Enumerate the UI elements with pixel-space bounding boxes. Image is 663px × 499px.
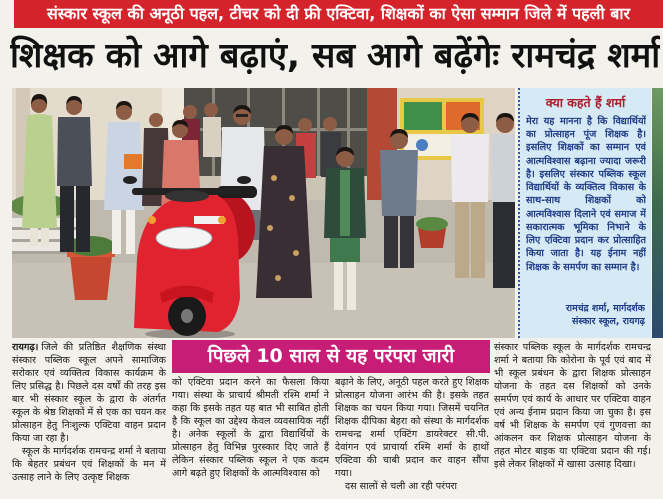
flower-pot bbox=[70, 255, 112, 300]
person-woman-floral-saree bbox=[256, 125, 312, 298]
dateline: रायगढ़। bbox=[12, 342, 39, 353]
person-man-checked-shirt bbox=[491, 113, 515, 288]
article-paragraph: स्कूल के मार्गदर्शक रामचन्द्र शर्मा ने बताया कि बेहतर प्रबंधन एवं शिक्षकों के मन में उत्साह लाने के लिए उत्कृष्ट शिक्षक bbox=[12, 446, 166, 484]
paragraph-text: जिले की प्रतिष्ठित शैक्षणिक संस्था संस्कार पब्लिक स्कूल अपने सामाजिक सरोकार एवं व्यक्तित्व विकास कार्यक्रम के लिए प्रसिद्ध है। पिछले दस वर्षों की तरह इस बार भी संस्कार स्कूल के द्वारा के अंतर्गत स्कूल के श्रेष्ठ शिक्षकों में से एक का चयन कर प्रोत्साहन हेतु निःशुल्क एक्टिवा वाहन प्रदान किया जा रहा है। bbox=[12, 342, 166, 445]
mirror bbox=[123, 176, 137, 184]
top-banner: संस्कार स्कूल की अनूठी पहल, टीचर को दी फ्री एक्टिवा, शिक्षकों का ऐसा सम्मान जिले में पहली बार bbox=[14, 0, 663, 28]
book bbox=[124, 154, 142, 169]
adjacent-article-photo-fragment bbox=[652, 88, 663, 338]
article-column-2 bbox=[172, 376, 329, 498]
headlight bbox=[156, 227, 212, 249]
person-woman-green-kurta bbox=[22, 94, 57, 246]
article-paragraph: दस सालों से चली आ रही परंपरा bbox=[345, 481, 457, 493]
headline: शिक्षक को आगे बढ़ाएं, सब आगे बढ़ेंगेः रामचंद्र शर्मा bbox=[10, 36, 660, 76]
signature-name: रामचंद्र शर्मा, मार्गदर्शक bbox=[565, 303, 645, 314]
sidebar-signature bbox=[524, 302, 645, 334]
article-column-4 bbox=[494, 341, 651, 498]
article-paragraph: बढ़ाने के लिए, अनूठी पहल करते हुए शिक्षक प्रोत्साहन योजना आरंभ की है। इसके तहत शिक्षक का चयन किया गया। जिसमें चयनित शिक्षक दीपिका बेहरा को संस्था के मार्गदर्शक रामचन्द्र शर्मा एक्टिंग डायरेक्टर सी.पी. देवांगन एवं प्राचार्या रश्मि शर्मा के हाथों एक्टिवा की चाबी प्रदान कर वाहन सौंपा गया। bbox=[335, 377, 489, 480]
article-column-1 bbox=[12, 341, 166, 498]
signature-organization: संस्कार स्कूल, रायगढ़ bbox=[572, 316, 645, 328]
quote-sidebar bbox=[518, 88, 651, 338]
glasses bbox=[236, 114, 248, 117]
article-paragraph bbox=[12, 341, 166, 445]
article-paragraph: को एक्टिवा प्रदान करने का फैसला किया गया। संस्था के प्राचार्य श्रीमती रश्मि शर्मा ने कहा कि इसके तहत यह बात भी साबित होती है कि स्कूल का उद्देश्य केवल व्यवसायिक नहीं है। अनेक स्कूलों के द्वारा विद्यार्थियों के प्रोत्साहन हेतु विभिन्न पुरस्कार दिए जाते हैं लेकिन संस्कार पब्लिक स्कूल ने एक कदम आगे बढ़ते हुए शिक्षकों के आत्मविश्वास को bbox=[172, 377, 329, 480]
mirror bbox=[237, 176, 251, 184]
news-photo bbox=[12, 88, 515, 338]
subheading-banner: पिछले 10 साल से यह परंपरा जारी bbox=[172, 340, 490, 373]
award-ceremony-photo bbox=[12, 88, 515, 338]
article-column-3 bbox=[335, 376, 489, 498]
article-paragraph: संस्कार पब्लिक स्कूल के मार्गदर्शक रामचन्द्र शर्मा ने बताया कि कोरोना के पूर्व एवं बाद में भी स्कूल प्रबंधन के द्वारा शिक्षक प्रोत्साहन योजना के तहत दस शिक्षकों को उनके समर्पण एवं कार्य के आधार पर एक्टिवा वाहन एवं अन्य ईनाम प्रदान किया जा चुका है। इस वर्ष भी शिक्षक के समर्पण एवं गुणवत्ता का आंकलन कर शिक्षक प्रोत्साहन योजना के तहत मोटर बाइक या एक्टिवा प्रदान की गई। इसे लेकर शिक्षकों में खासा उत्साह दिखा। bbox=[494, 342, 651, 471]
sidebar-quote: मेरा यह मानना है कि विद्यार्थियों का प्रोत्साहन पूंज शिक्षक है। इसलिए शिक्षकों का सम्मान एवं आत्मविश्वास बढ़ाना ज्यादा जरूरी है। इसलिए संस्कार पब्लिक स्कूल विद्यार्थियों के व्यक्तित्व विकास के साथ-साथ शिक्षकों को आत्मविश्वास दिलाने एवं समाज में सकारात्मक भूमिका निभाने के लिए एक्टिवा प्रदान कर प्रोत्साहित किया जाता है। यह ईनाम नहीं शिक्षक के समर्पण का सम्मान है। bbox=[526, 116, 646, 273]
sidebar-heading: क्या कहते हैं शर्मा bbox=[545, 95, 626, 110]
